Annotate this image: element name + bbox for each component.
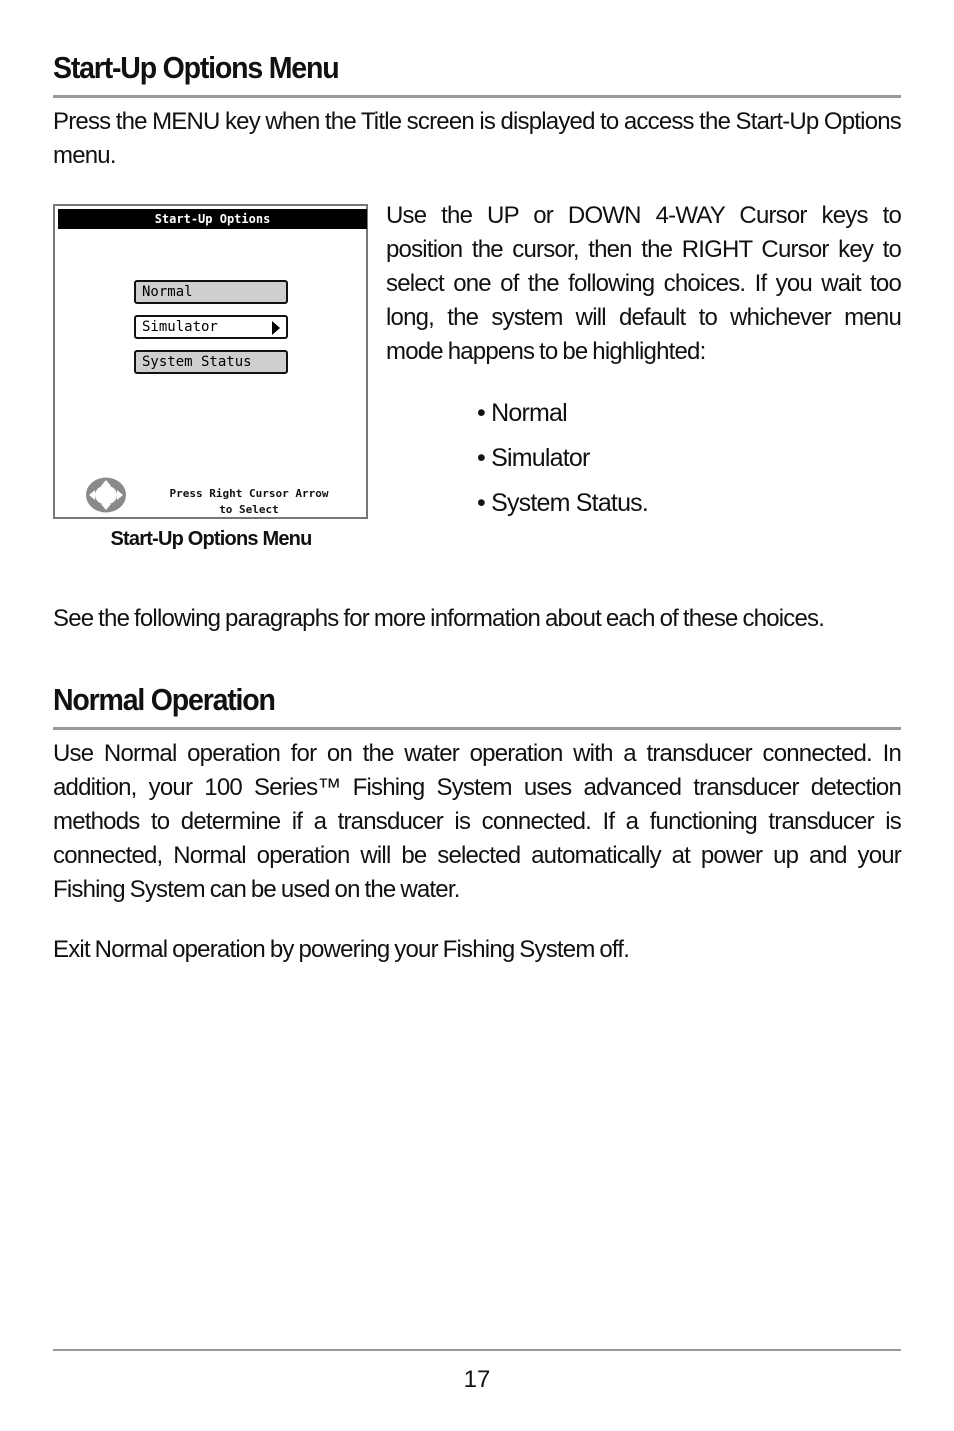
list-item: • Simulator bbox=[477, 444, 590, 472]
right-arrow-icon bbox=[272, 321, 280, 335]
intro-paragraph: Press the MENU key when the Title screen is displayed to access the Start-Up Options menu. bbox=[53, 108, 901, 169]
page-number: 17 bbox=[463, 1366, 491, 1393]
list-item: • Normal bbox=[477, 399, 567, 427]
section-title-normal-operation: Normal Operation bbox=[53, 682, 275, 717]
menu-item-system-status bbox=[134, 350, 288, 374]
section-title-startup-options: Start-Up Options Menu bbox=[53, 50, 339, 85]
menu-item-label: Simulator bbox=[142, 319, 218, 335]
cursor-instructions: Use the UP or DOWN 4-WAY Cursor keys to position the cursor, then the RIGHT Cursor key to select one of the following choices. If you wait too long, the system will default to whichever menu mode happens to be highlighted: bbox=[386, 202, 901, 365]
startup-options-screen bbox=[53, 204, 368, 519]
figure-caption: Start-Up Options Menu bbox=[110, 528, 312, 550]
screen-hint-text: Press Right Cursor Arrow to Select bbox=[169, 487, 329, 516]
menu-item-label: System Status bbox=[142, 354, 252, 370]
menu-item-label: Normal bbox=[142, 284, 193, 300]
list-item: • System Status. bbox=[477, 489, 649, 517]
section-rule bbox=[53, 727, 901, 730]
exit-normal-paragraph: Exit Normal operation by powering your Fishing System off. bbox=[53, 936, 630, 963]
menu-item-simulator bbox=[134, 315, 288, 339]
followup-paragraph: See the following paragraphs for more information about each of these choices. bbox=[53, 605, 825, 632]
choices-list bbox=[477, 392, 648, 527]
normal-operation-paragraph: Use Normal operation for on the water operation with a transducer connected. In addition, your 100 Series™ Fishing System uses advanced transducer detection methods to determine if a transducer is connected. If a functioning transducer is connected, Normal operation will be selected automatically at power up and your Fishing System can be used on the water. bbox=[53, 740, 901, 903]
menu-item-normal bbox=[134, 280, 288, 304]
4-way-cursor-icon bbox=[85, 476, 127, 514]
screen-title: Start-Up Options bbox=[58, 209, 367, 229]
footer-rule bbox=[53, 1349, 901, 1351]
section-rule bbox=[53, 95, 901, 98]
